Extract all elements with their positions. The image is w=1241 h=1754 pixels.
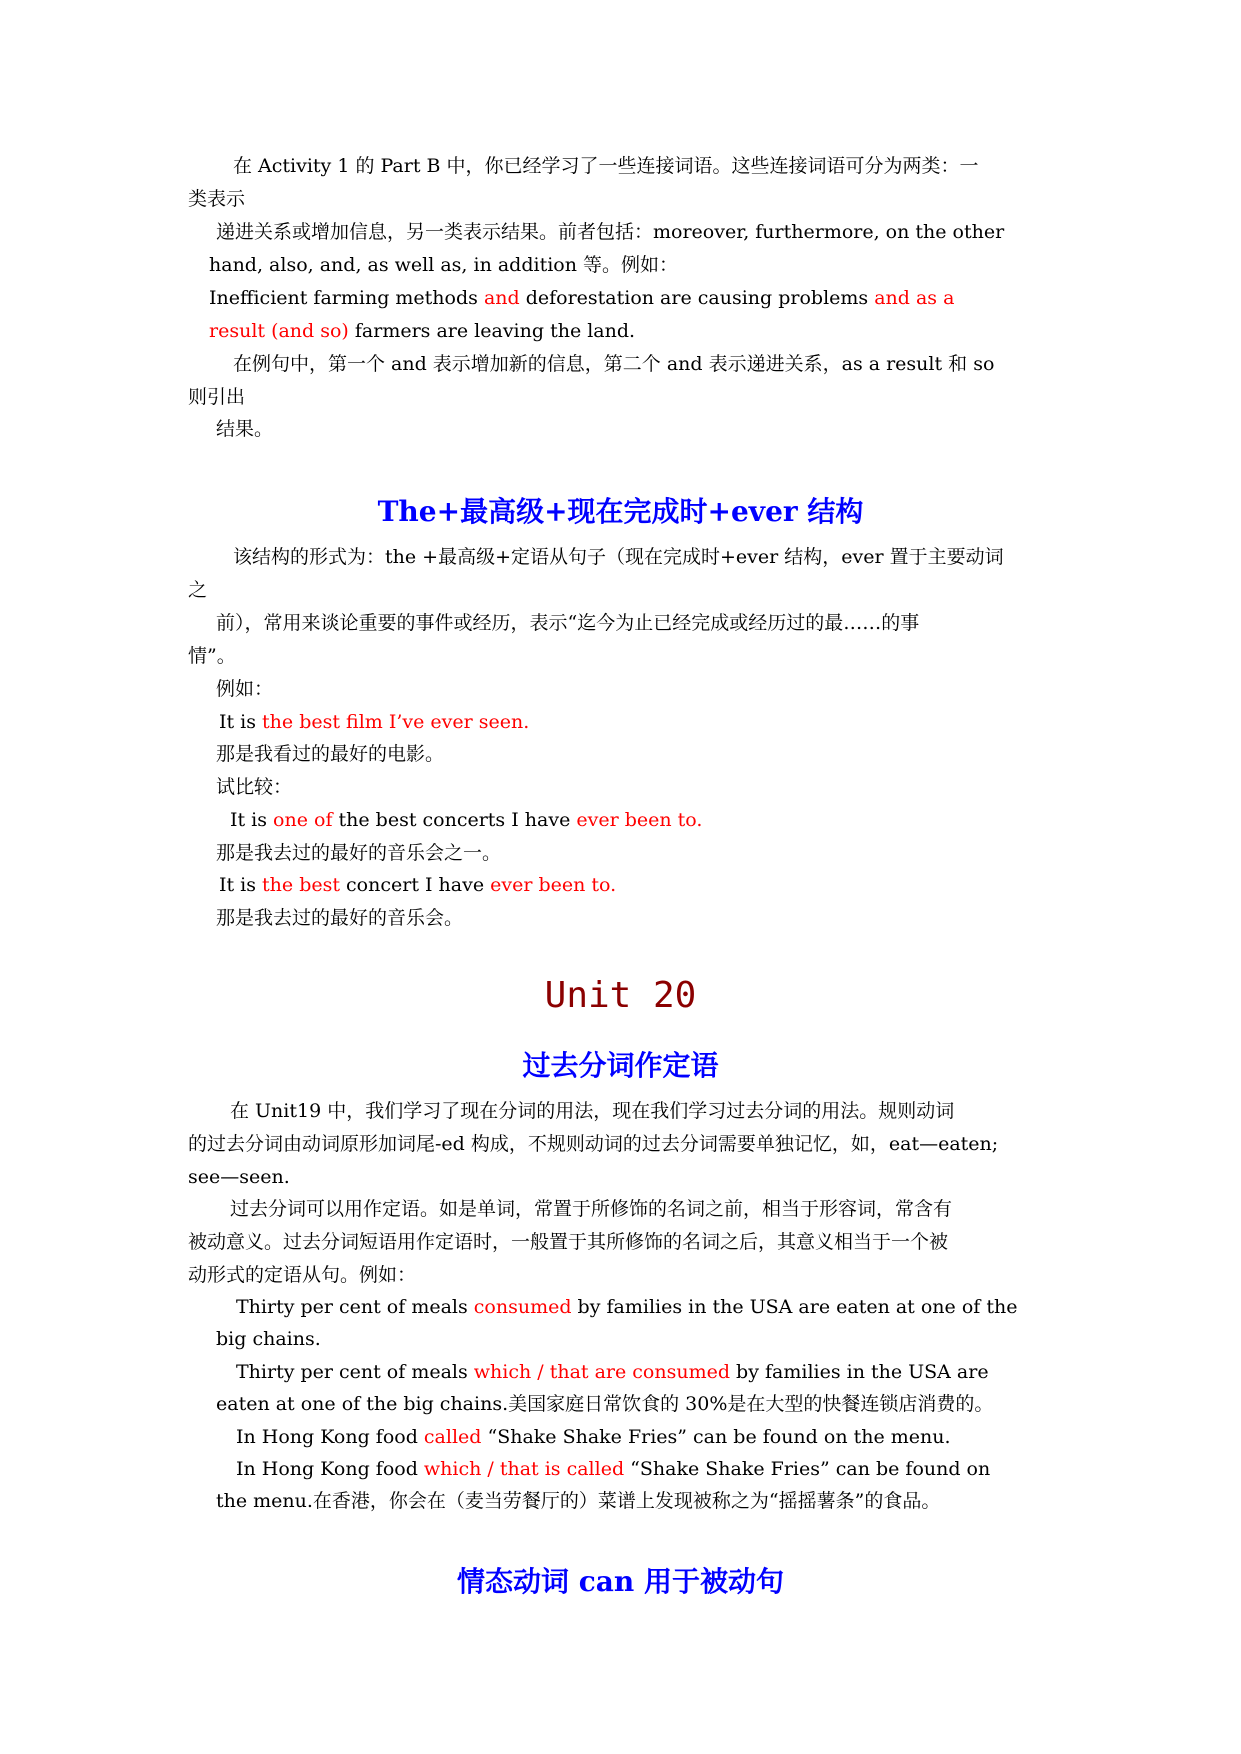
example-sentence bbox=[236, 1424, 951, 1450]
example-sentence bbox=[236, 1456, 990, 1482]
example-text: deforestation are causing problems bbox=[519, 287, 875, 309]
para-line: see—seen. bbox=[188, 1166, 290, 1188]
para-line: 过去分词可以用作定语。如是单词，常置于所修饰的名词之前，相当于形容词，常含有 bbox=[230, 1198, 953, 1220]
highlight: consumed bbox=[473, 1296, 572, 1318]
highlight: result (and so) bbox=[209, 320, 349, 342]
example-text: by families in the USA are bbox=[730, 1361, 989, 1383]
example-text: concert I have bbox=[340, 874, 491, 896]
para-line: 被动意义。过去分词短语用作定语时，一般置于其所修饰的名词之后，其意义相当于一个被 bbox=[188, 1231, 949, 1253]
para-line: 的过去分词由动词原形加词尾-ed 构成，不规则动词的过去分词需要单独记忆，如，eat—eaten; bbox=[188, 1133, 999, 1155]
section-heading: 情态动词 can 用于被动句 bbox=[456, 1565, 785, 1598]
highlight: called bbox=[423, 1426, 482, 1448]
highlight: and as a bbox=[874, 287, 955, 309]
example-sentence: eaten at one of the big chains.美国家庭日常饮食的 30%是在大型的快餐连锁店消费的。 bbox=[216, 1393, 994, 1415]
example-text: It is bbox=[230, 809, 274, 831]
example-text: “Shake Shake Fries” can be found on bbox=[624, 1458, 991, 1480]
example-sentence: big chains. bbox=[216, 1328, 321, 1350]
para-line: 情”。 bbox=[188, 645, 236, 667]
example-text: Inefficient farming methods bbox=[209, 287, 484, 309]
para-line: 该结构的形式为：the +最高级+定语从句子（现在完成时+ever 结构，ever 置于主要动词 bbox=[233, 546, 1004, 568]
example-text: In Hong Kong food bbox=[236, 1426, 424, 1448]
example-text: “Shake Shake Fries” can be found on the menu. bbox=[481, 1426, 951, 1448]
para-line: 结果。 bbox=[216, 418, 274, 440]
highlight: the best film I’ve ever seen. bbox=[262, 711, 530, 733]
translation: 那是我去过的最好的音乐会之一。 bbox=[216, 842, 502, 864]
translation: 那是我去过的最好的音乐会。 bbox=[216, 907, 464, 929]
para-line: 在 Unit19 中，我们学习了现在分词的用法，现在我们学习过去分词的用法。规则动词 bbox=[230, 1100, 955, 1122]
example-text: farmers are leaving the land. bbox=[348, 320, 636, 342]
example-sentence bbox=[236, 1359, 989, 1385]
para-line: 前），常用来谈论重要的事件或经历，表示“迄今为止已经完成或经历过的最……的事 bbox=[216, 612, 920, 634]
example-sentence bbox=[209, 285, 954, 311]
highlight: the best bbox=[262, 874, 340, 896]
example-text: In Hong Kong food bbox=[236, 1458, 424, 1480]
example-sentence bbox=[230, 807, 702, 833]
example-text: It is bbox=[219, 874, 263, 896]
example-text: the best concerts I have bbox=[332, 809, 577, 831]
example-sentence: the menu.在香港，你会在（麦当劳餐厅的）菜谱上发现被称之为“摇摇薯条”的食品。 bbox=[216, 1490, 941, 1512]
example-text: Thirty per cent of meals bbox=[236, 1361, 474, 1383]
para-line: 动形式的定语从句。例如： bbox=[188, 1264, 417, 1286]
example-sentence bbox=[209, 318, 635, 344]
highlight: and bbox=[483, 287, 520, 309]
section-heading: 过去分词作定语 bbox=[522, 1049, 719, 1082]
para-line: 在例句中，第一个 and 表示增加新的信息，第二个 and 表示递进关系，as a result 和 so bbox=[233, 353, 995, 375]
para-line: 之 bbox=[188, 579, 208, 601]
example-sentence bbox=[236, 1294, 1017, 1320]
example-text: by families in the USA are eaten at one of the bbox=[571, 1296, 1018, 1318]
highlight: which / that is called bbox=[423, 1458, 625, 1480]
para-line: 则引出 bbox=[188, 386, 246, 408]
translation: 那是我看过的最好的电影。 bbox=[216, 743, 445, 765]
example-text: It is bbox=[219, 711, 263, 733]
example-label: 例如： bbox=[216, 678, 274, 700]
para-line: 递进关系或增加信息，另一类表示结果。前者包括：moreover, furthermore, on the other bbox=[216, 221, 1005, 243]
para-line: 在 Activity 1 的 Part B 中，你已经学习了一些连接词语。这些连接词语可分为两类：一 bbox=[233, 155, 979, 177]
highlight: ever been to. bbox=[576, 809, 703, 831]
example-label: 试比较： bbox=[216, 776, 293, 798]
example-sentence bbox=[219, 872, 616, 898]
highlight: which / that are consumed bbox=[473, 1361, 731, 1383]
section-heading: The+最高级+现在完成时+ever 结构 bbox=[377, 495, 864, 528]
para-line: 类表示 bbox=[188, 188, 246, 210]
example-sentence bbox=[219, 709, 529, 735]
example-text: Thirty per cent of meals bbox=[236, 1296, 474, 1318]
para-line: hand, also, and, as well as, in addition 等。例如： bbox=[209, 254, 679, 276]
highlight: ever been to. bbox=[490, 874, 617, 896]
unit-title: Unit 20 bbox=[544, 975, 697, 1016]
highlight: one of bbox=[273, 809, 333, 831]
